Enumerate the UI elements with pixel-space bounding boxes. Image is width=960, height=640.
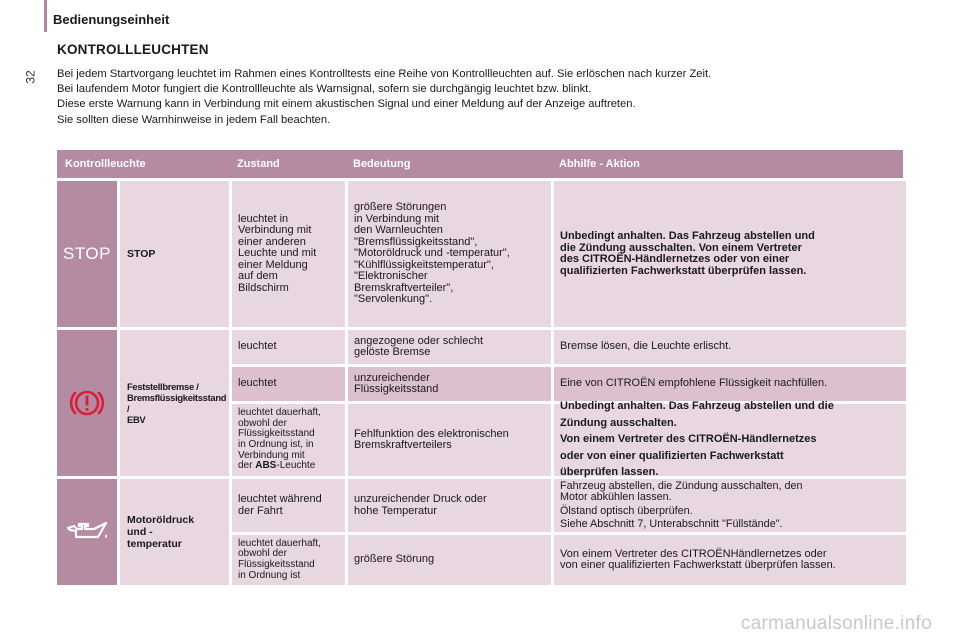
brake-subrow-3 xyxy=(229,400,906,479)
table-row-oil xyxy=(57,479,903,585)
intro-text xyxy=(57,67,917,128)
stop-icon-cell xyxy=(57,181,117,327)
table-header xyxy=(57,150,903,178)
oil-subrow-2 xyxy=(229,535,906,585)
brake-warning-icon xyxy=(67,383,107,423)
oil-bedeutung-1: unzureichender Druck oder hohe Temperatur xyxy=(348,479,551,532)
header-kontrollleuchte: Kontrollleuchte xyxy=(65,158,146,170)
brake-subrow-2 xyxy=(229,367,906,401)
brake-bedeutung-1: angezogene oder schlecht gelöste Bremse xyxy=(348,330,551,364)
brake-bedeutung-2: unzureichender Flüssigkeitsstand xyxy=(348,367,551,401)
oil-name: Motoröldruck und - temperatur xyxy=(120,479,229,585)
oil-icon-cell xyxy=(57,479,117,585)
section-title: Bedienungseinheit xyxy=(53,12,170,27)
oil-pressure-icon xyxy=(64,517,110,547)
stop-icon: STOP xyxy=(63,244,111,263)
brake-abhilfe-3: Unbedingt anhalten. Das Fahrzeug abstellen und die Zündung ausschalten. Von einem Vertreter des CITROËN-Händlernetzes oder von einer qualifizierten Fachwerkstatt überprüfen lassen. xyxy=(554,404,906,476)
page-heading: KONTROLLLEUCHTEN xyxy=(57,42,209,57)
oil-abhilfe-2: Von einem Vertreter des CITROËNHändlernetzes oder von einer qualifizierten Fachwerkstatt überprüfen lassen. xyxy=(554,535,906,585)
brake-icon-cell xyxy=(57,330,117,476)
brake-zustand-1: leuchtet xyxy=(232,330,345,364)
table-row-brake xyxy=(57,330,903,479)
oil-subrow-1 xyxy=(229,479,906,532)
page-number: 32 xyxy=(23,70,38,84)
intro-line: Sie sollten diese Warnhinweise in jedem Fall beachten. xyxy=(57,113,331,126)
brake-zustand-3: leuchtet dauerhaft, obwohl der Flüssigkeitsstand in Ordnung ist, in Verbindung mit der ABS-Leuchte xyxy=(232,404,345,476)
table-row-stop xyxy=(57,181,903,327)
oil-bedeutung-2: größere Störung xyxy=(348,535,551,585)
header-zustand: Zustand xyxy=(237,158,280,170)
warning-light-table xyxy=(57,150,903,585)
oil-zustand-1: leuchtet während der Fahrt xyxy=(232,479,345,532)
stop-name: STOP xyxy=(120,181,229,327)
watermark: carmanualsonline.info xyxy=(740,613,932,634)
header-bedeutung: Bedeutung xyxy=(353,158,411,170)
intro-line: Diese erste Warnung kann in Verbindung mit einem akustischen Signal und einer Meldung auf der Anzeige auftreten. xyxy=(57,98,636,111)
brake-abhilfe-2: Eine von CITROËN empfohlene Flüssigkeit nachfüllen. xyxy=(554,367,906,401)
brake-zustand-2: leuchtet xyxy=(232,367,345,401)
header-abhilfe: Abhilfe - Aktion xyxy=(559,158,640,170)
intro-line: Bei laufendem Motor fungiert die Kontrollleuchte als Warnsignal, sofern sie durchgängig leuchtet bzw. blinkt. xyxy=(57,83,592,96)
brake-name: Feststellbremse / Bremsflüssigkeitsstand / EBV xyxy=(120,330,229,476)
stop-zustand: leuchtet in Verbindung mit einer anderen Leuchte und mit einer Meldung auf dem Bildschirm xyxy=(232,181,345,327)
intro-line: Bei jedem Startvorgang leuchtet im Rahmen eines Kontrolltests eine Reihe von Kontrollleuchten auf. Sie erlöschen nach kurzer Zeit. xyxy=(57,68,712,80)
brake-bedeutung-3: Fehlfunktion des elektronischen Bremskraftverteilers xyxy=(348,404,551,476)
header-accent-bar xyxy=(44,0,47,32)
oil-abhilfe-1: Fahrzeug abstellen, die Zündung ausschalten, den Motor abkühlen lassen. Ölstand optisch überprüfen. Siehe Abschnitt 7, Unterabschnitt "Füllstände". xyxy=(554,479,906,532)
stop-abhilfe: Unbedingt anhalten. Das Fahrzeug abstellen und die Zündung ausschalten. Von einem Vertreter des CITROËN-Händlernetzes oder von einer qualifizierten Fachwerkstatt überprüfen lassen. xyxy=(554,181,906,327)
oil-zustand-2: leuchtet dauerhaft, obwohl der Flüssigkeitsstand in Ordnung ist xyxy=(232,535,345,585)
brake-subrow-1 xyxy=(229,330,906,364)
stop-bedeutung: größere Störungen in Verbindung mit den Warnleuchten "Bremsflüssigkeitsstand", "Motoröldruck und -temperatur", "Kühlflüssigkeitstemperatur", "Elektronischer Bremskraftverteiler", "Servolenkung". xyxy=(348,181,551,327)
brake-abhilfe-1: Bremse lösen, die Leuchte erlischt. xyxy=(554,330,906,364)
